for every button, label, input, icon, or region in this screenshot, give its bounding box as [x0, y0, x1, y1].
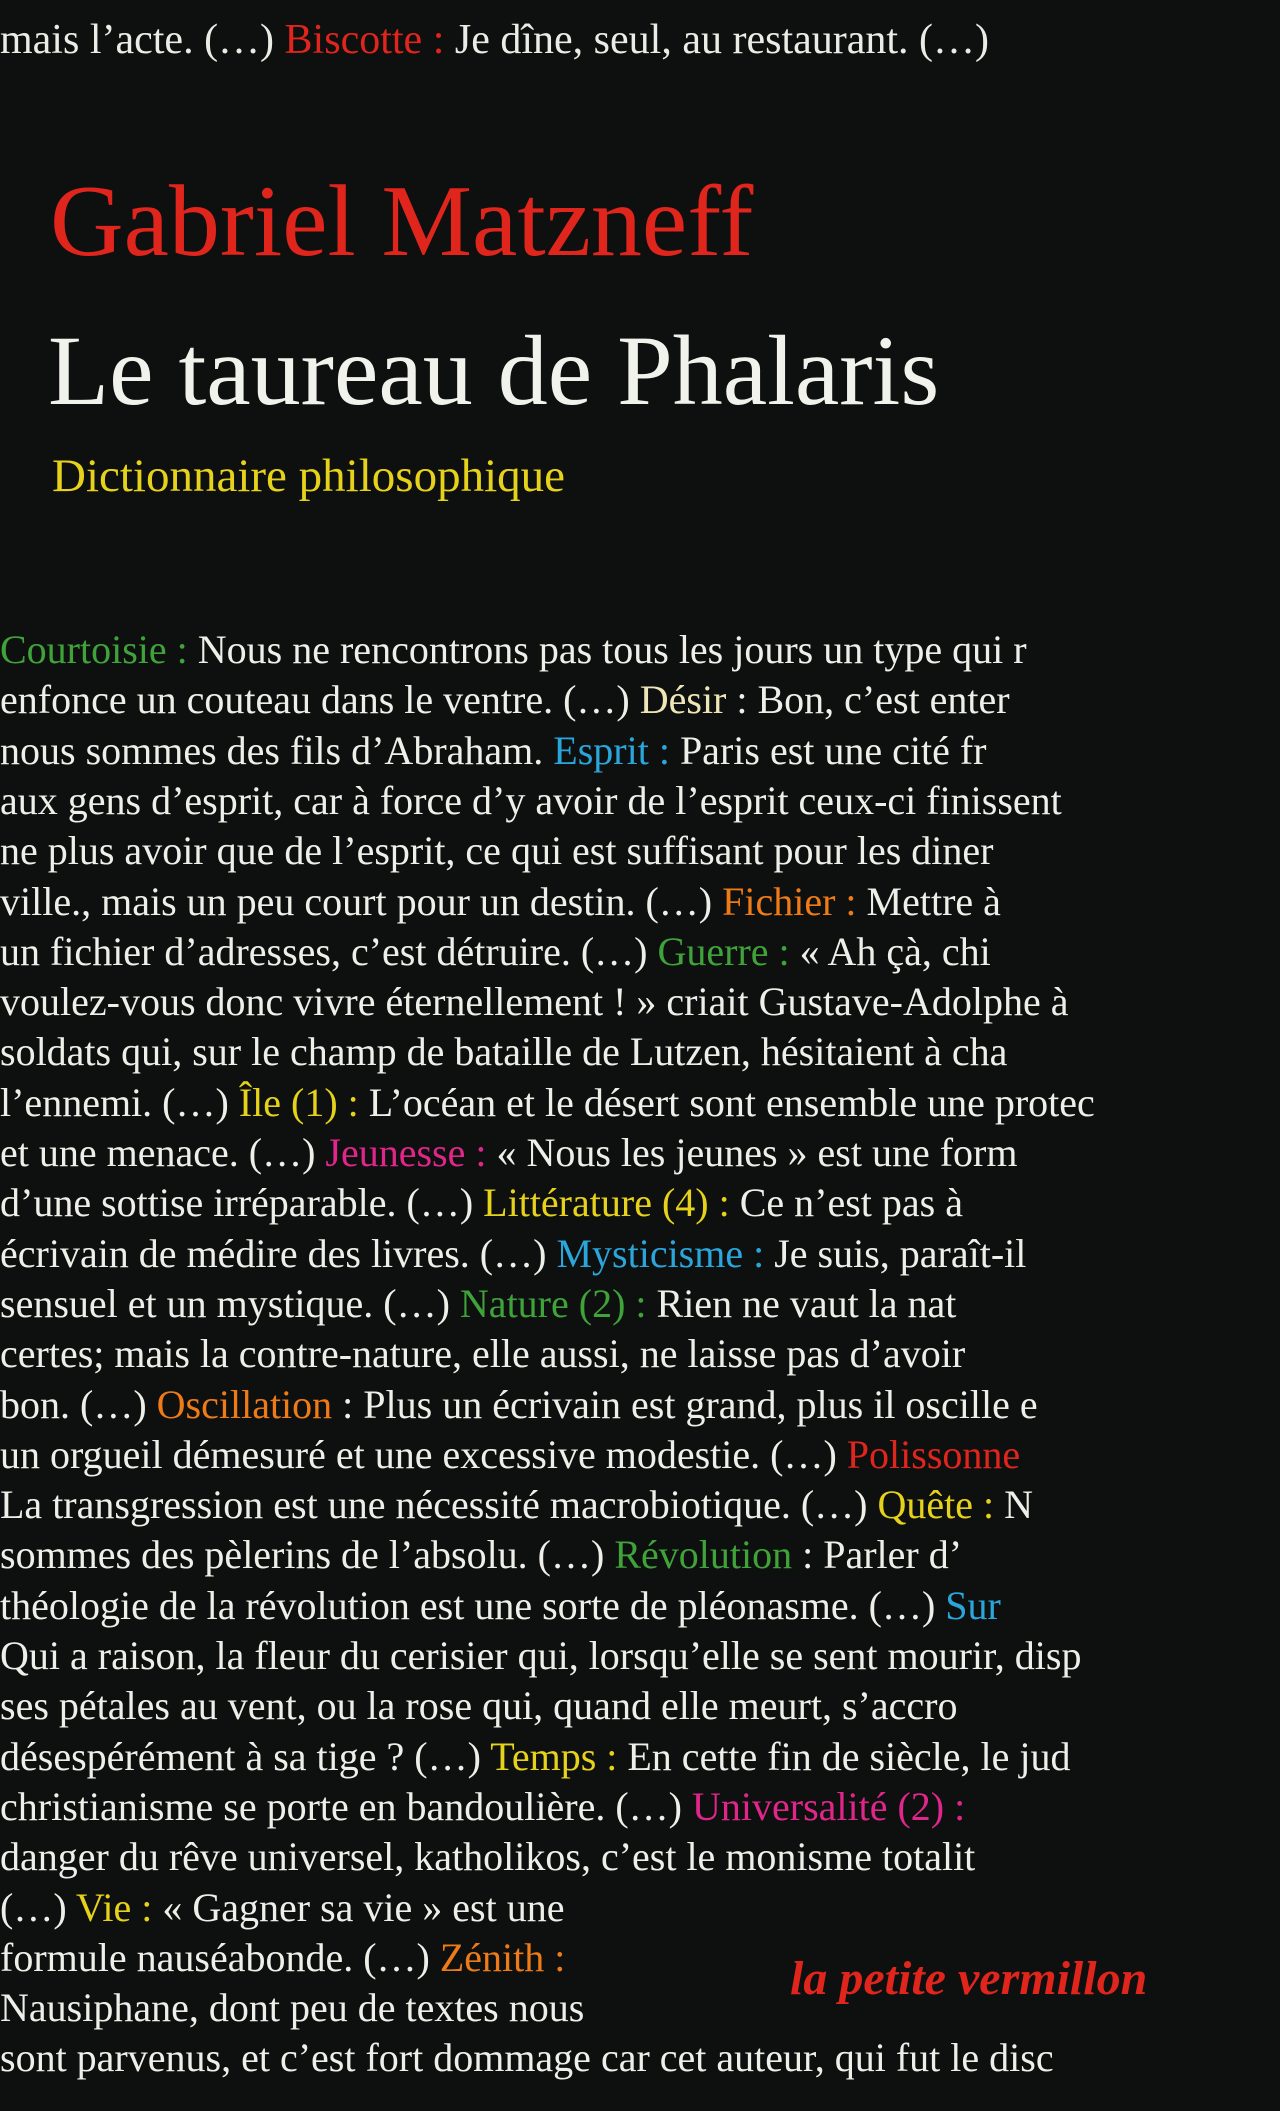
entry-keyword: Temps :	[490, 1733, 618, 1779]
excerpt-line	[0, 927, 991, 977]
excerpt-line	[0, 1128, 1017, 1178]
excerpt-line	[0, 1027, 1007, 1077]
excerpt-line	[0, 877, 1001, 927]
book-title: Le taureau de Phalaris	[48, 315, 940, 426]
entry-text: En cette fin de siècle, le jud	[617, 1733, 1071, 1779]
entry-text: un orgueil démesuré et une excessive modestie. (…)	[0, 1431, 847, 1477]
excerpt-line	[0, 1681, 957, 1731]
entry-keyword: Sur	[945, 1582, 1001, 1628]
excerpt-text: Je dîne, seul, au restaurant. (…)	[444, 17, 990, 63]
entry-text: soldats qui, sur le champ de bataille de Lutzen, hésitaient à cha	[0, 1029, 1008, 1075]
entry-keyword: Vie :	[75, 1884, 153, 1930]
entry-text: christianisme se porte en bandoulière. (…)	[0, 1783, 692, 1829]
excerpt-line	[0, 1732, 1071, 1782]
entry-text: voulez-vous donc vivre éternellement ! » criait Gustave-Adolphe à	[0, 979, 1069, 1025]
excerpt-line	[0, 2033, 1054, 2083]
dictionary-excerpt-text	[0, 625, 1280, 2111]
entry-text: L’océan et le désert sont ensemble une protec	[358, 1079, 1095, 1125]
entry-keyword: Jeunesse :	[325, 1130, 487, 1175]
entry-keyword: Courtoisie :	[0, 627, 188, 672]
entry-text: : Bon, c’est enter	[726, 677, 1010, 723]
entry-text: Mettre à	[856, 878, 1001, 924]
entry-text: ville., mais un peu court pour un destin. (…)	[0, 878, 723, 924]
entry-text: aux gens d’esprit, car à force d’y avoir de l’esprit ceux-ci finissent	[0, 777, 1062, 823]
excerpt-line	[0, 1983, 584, 2033]
excerpt-line	[0, 625, 1027, 675]
entry-keyword: Désir	[639, 677, 727, 723]
top-excerpt-line	[0, 8, 1280, 72]
entry-text: écrivain de médire des livres. (…)	[0, 1230, 557, 1276]
entry-text: danger du rêve universel, katholikos, c’est le monisme totalit	[0, 1834, 976, 1880]
excerpt-keyword: Biscotte :	[284, 17, 445, 63]
entry-text: et une menace. (…)	[0, 1130, 326, 1175]
author-name: Gabriel Matzneff	[50, 165, 754, 278]
excerpt-line	[0, 1229, 1026, 1279]
excerpt-line	[0, 1480, 1033, 1530]
excerpt-line	[0, 1933, 565, 1983]
entry-text: « Nous les jeunes » est une form	[486, 1130, 1018, 1175]
entry-text: La transgression est une nécessité macrobiotique. (…)	[0, 1482, 878, 1528]
entry-text: ne plus avoir que de l’esprit, ce qui est suffisant pour les diner	[0, 828, 994, 874]
entry-text: l’ennemi. (…)	[0, 1079, 239, 1125]
entry-keyword: Nature (2) :	[459, 1280, 647, 1326]
entry-text: désespérément à sa tige ? (…)	[0, 1733, 491, 1779]
excerpt-line	[0, 1832, 975, 1882]
entry-keyword: Oscillation	[156, 1381, 333, 1427]
entry-text: « Ah çà, chi	[789, 928, 991, 974]
entry-text: Paris est une cité fr	[669, 727, 987, 773]
entry-text: Rien ne vaut la nat	[646, 1280, 957, 1326]
entry-keyword: Quête :	[877, 1482, 995, 1528]
excerpt-line	[0, 675, 1010, 725]
entry-keyword: Littérature (4) :	[483, 1180, 730, 1226]
entry-keyword: Mysticisme :	[556, 1230, 765, 1276]
entry-text: sensuel et un mystique. (…)	[0, 1280, 460, 1326]
excerpt-text: mais l’acte. (…)	[0, 17, 285, 63]
entry-text: un fichier d’adresses, c’est détruire. (…)	[0, 928, 658, 974]
entry-text: : Parler d’	[792, 1532, 963, 1578]
entry-text: Nous ne rencontrons pas tous les jours un type qui r	[187, 627, 1027, 672]
entry-text: théologie de la révolution est une sorte de pléonasme. (…)	[0, 1582, 946, 1628]
entry-keyword: Révolution	[614, 1532, 793, 1578]
entry-text: Nausiphane, dont peu de textes nous	[0, 1985, 585, 2031]
entry-text: ses pétales au vent, ou la rose qui, quand elle meurt, s’accro	[0, 1683, 958, 1729]
entry-text: enfonce un couteau dans le ventre. (…)	[0, 677, 640, 723]
entry-keyword: Universalité (2) :	[692, 1783, 966, 1829]
excerpt-line	[0, 1430, 1020, 1480]
excerpt-line	[0, 776, 1062, 826]
entry-keyword: Guerre :	[657, 928, 790, 974]
excerpt-line	[0, 1279, 956, 1329]
entry-text: certes; mais la contre-nature, elle aussi, ne laisse pas d’avoir	[0, 1331, 966, 1377]
excerpt-line	[0, 1581, 1001, 1631]
entry-text: N	[994, 1482, 1034, 1528]
entry-text: Ce n’est pas à	[729, 1180, 963, 1226]
entry-text: bon. (…)	[0, 1381, 157, 1427]
entry-text: nous sommes des fils d’Abraham.	[0, 727, 554, 773]
excerpt-line	[0, 1883, 564, 1933]
entry-text: (…)	[0, 1884, 76, 1930]
excerpt-line	[0, 1782, 965, 1832]
book-subtitle: Dictionnaire philosophique	[52, 450, 565, 502]
excerpt-line	[0, 1329, 965, 1379]
entry-text: sommes des pèlerins de l’absolu. (…)	[0, 1532, 615, 1578]
entry-keyword: Île (1) :	[238, 1079, 359, 1125]
entry-text: « Gagner sa vie » est une	[152, 1884, 565, 1930]
entry-keyword: Fichier :	[722, 878, 857, 924]
entry-text: : Plus un écrivain est grand, plus il oscille e	[332, 1381, 1038, 1427]
excerpt-line	[0, 826, 993, 876]
excerpt-line	[0, 1380, 1038, 1430]
excerpt-line	[0, 1178, 963, 1228]
excerpt-line	[0, 1530, 962, 1580]
entry-keyword: Zénith :	[439, 1934, 566, 1980]
entry-text: sont parvenus, et c’est fort dommage car cet auteur, qui fut le disc	[0, 2035, 1054, 2081]
excerpt-line	[0, 726, 987, 776]
excerpt-line	[0, 1078, 1095, 1128]
entry-text: d’une sottise irréparable. (…)	[0, 1180, 484, 1226]
entry-keyword: Polissonne	[846, 1431, 1021, 1477]
entry-keyword: Esprit :	[553, 727, 670, 773]
excerpt-line	[0, 1631, 1081, 1681]
excerpt-line	[0, 977, 1069, 1027]
entry-text: formule nauséabonde. (…)	[0, 1934, 440, 1980]
publisher-imprint: la petite vermillon	[790, 1952, 1148, 2005]
entry-text: Je suis, paraît-il	[764, 1230, 1027, 1276]
entry-text: Qui a raison, la fleur du cerisier qui, lorsqu’elle se sent mourir, disp	[0, 1633, 1082, 1678]
